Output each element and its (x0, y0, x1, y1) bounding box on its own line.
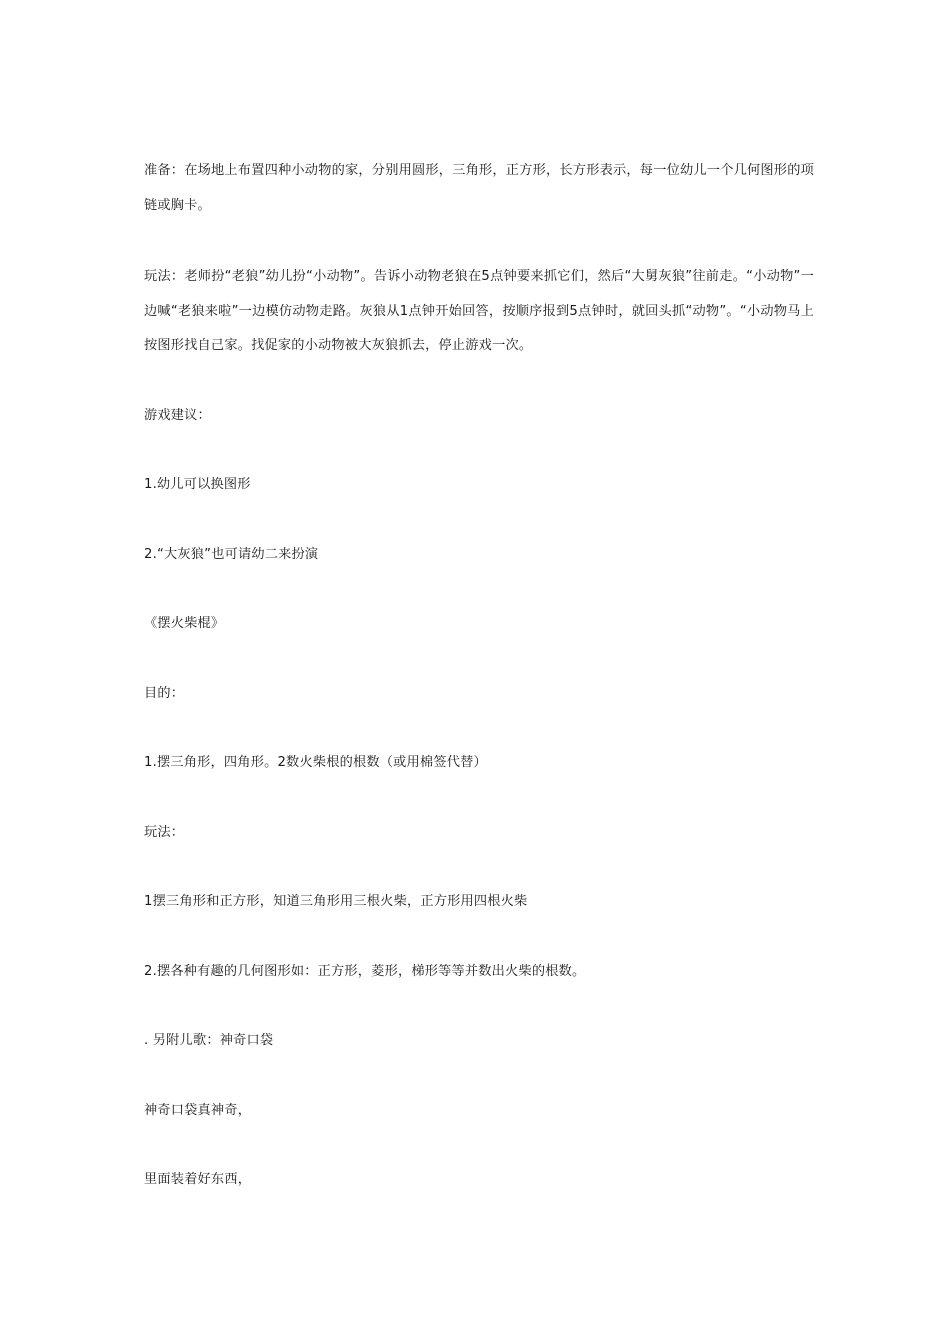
section-title-matchsticks: 《摆火柴棍》 (144, 616, 225, 631)
nursery-rhyme-title: . 另附儿歌：神奇口袋 (144, 1033, 274, 1048)
gameplay-paragraph: 玩法：老师扮“老狼”幼儿扮“小动物”。告诉小动物老狼在5点钟要来抓它们，然后“大舅灰狼”往前走。“小动物”一边喊“老狼来啦”一边模仿动物走路。灰狼从1点钟开始回答，按顺序报到5点钟时，就回头抓“动物”。“小动物马上按图形找自己家。找促家的小动物被大灰狼抓去，停止游戏一次。 (144, 269, 814, 353)
game-suggestions-heading: 游戏建议： (144, 408, 211, 423)
rhyme-line-2: 里面装着好东西， (144, 1172, 252, 1187)
suggestion-item-2: 2.“大灰狼”也可请幼二来扮演 (144, 547, 319, 562)
gameplay-heading: 玩法： (144, 825, 185, 840)
objective-item-1: 1.摆三角形，四角形。2数火柴根的根数（或用棉签代替） (144, 755, 487, 770)
gameplay-item-1: 1摆三角形和正方形，知道三角形用三根火柴，正方形用四根火柴 (144, 894, 528, 909)
gameplay-item-2: 2.摆各种有趣的几何图形如：正方形，菱形，梯形等等并数出火柴的根数。 (144, 964, 586, 979)
preparation-paragraph: 准备：在场地上布置四种小动物的家，分别用圆形，三角形，正方形，长方形表示，每一位幼儿一个几何图形的项链或胸卡。 (144, 163, 814, 213)
rhyme-line-1: 神奇口袋真神奇， (144, 1103, 252, 1118)
suggestion-item-1: 1.幼儿可以换图形 (144, 477, 251, 492)
objective-heading: 目的： (144, 686, 185, 701)
